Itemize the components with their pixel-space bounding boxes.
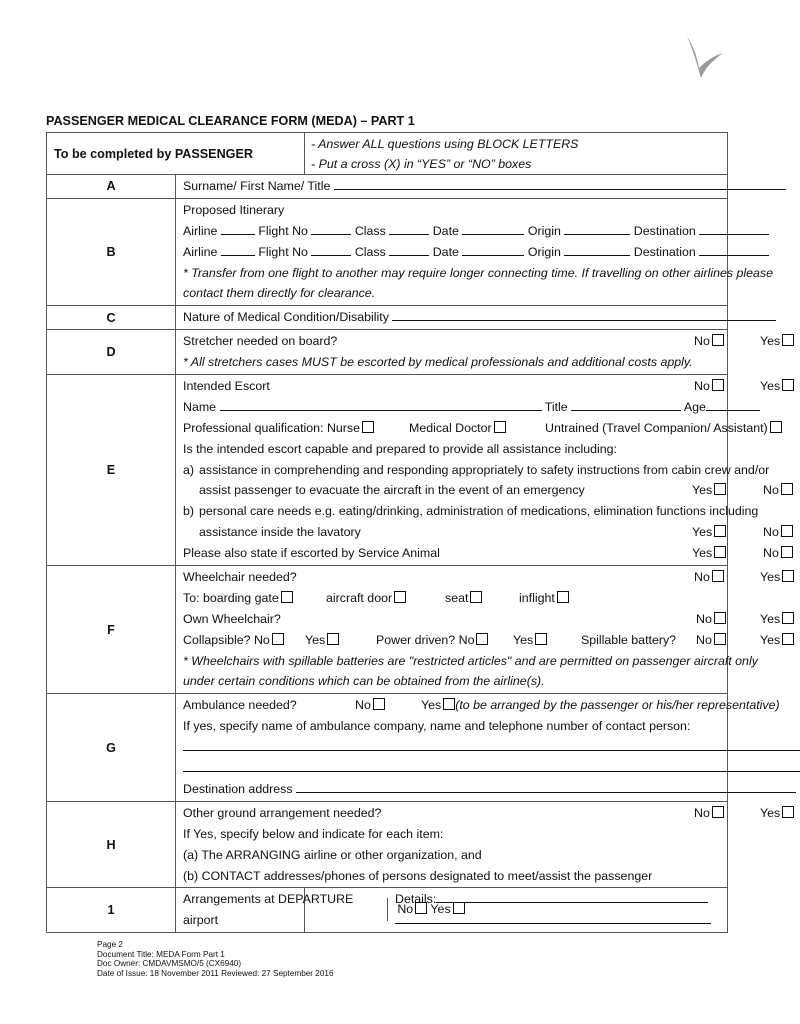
contact-addresses-item: (b) CONTACT addresses/phones of persons designated to meet/assist the passenger [183,868,653,883]
footer-page: Page 2 [97,940,123,949]
no-label: No [397,902,414,917]
other-ground-question: Other ground arrangement needed? [183,805,382,820]
collapsible-no-checkbox[interactable] [272,633,284,645]
date-label: Date [432,244,459,259]
item-b-marker: b) [183,504,195,519]
airline-field-2[interactable] [221,244,255,256]
stretcher-yes-checkbox[interactable] [782,334,794,346]
transfer-note-line2: contact them directly for clearance. [183,286,376,301]
stretcher-question: Stretcher needed on board? [183,334,338,349]
escort-title-field[interactable] [571,399,681,411]
flight-no-label: Flight No [258,244,308,259]
flight-no-label: Flight No [258,223,308,238]
power-driven-label: Power driven? No [376,632,475,647]
medical-doctor-label: Medical Doctor [409,420,492,435]
power-driven-no-checkbox[interactable] [476,633,488,645]
section-e-label: E [47,375,176,566]
escort-age-label: Age [683,399,706,414]
prof-qual-nurse-label: Professional qualification: Nurse [183,420,361,435]
class-field-2[interactable] [389,244,429,256]
service-animal-no-checkbox[interactable] [781,546,793,558]
form-title: PASSENGER MEDICAL CLEARANCE FORM (MEDA) – PART 1 [46,114,415,128]
spillable-label: Spillable battery? [581,632,677,647]
destination-address-label: Destination address [183,781,293,796]
nature-label: Nature of Medical Condition/Disability [183,310,389,325]
item-a-line1: assistance in comprehending and responding appropriately to safety instructions from cabin crew and/or [199,462,770,477]
ambulance-no-checkbox[interactable] [373,698,385,710]
own-wheelchair-yes-checkbox[interactable] [782,612,794,624]
date-label: Date [432,223,459,238]
item-a-line2: assist passenger to evacuate the aircraft in the event of an emergency [199,483,585,498]
section-c-label: C [47,306,176,330]
no-label: No [694,379,710,394]
origin-label: Origin [527,223,561,238]
departure-details-field-2[interactable] [395,912,711,924]
wheelchair-yes-checkbox[interactable] [782,570,794,582]
untrained-label: Untrained (Travel Companion/ Assistant) [545,420,768,435]
ambulance-details-field-2[interactable] [183,760,800,772]
spillable-no-checkbox[interactable] [714,633,726,645]
no-label: No [694,570,710,585]
destination-field-2[interactable] [699,244,769,256]
escort-capable-question: Is the intended escort capable and prepared to provide all assistance including: [183,441,617,456]
service-animal-question: Please also state if escorted by Service Animal [183,546,440,561]
destination-field-1[interactable] [699,223,769,235]
nurse-checkbox[interactable] [362,421,374,433]
escort-name-label: Name [183,399,217,414]
item-a-marker: a) [183,462,195,477]
escort-name-field[interactable] [220,399,542,411]
airport-label: airport [183,913,219,928]
page-footer [97,940,334,978]
date-field-1[interactable] [462,223,524,235]
no-label: No [763,546,779,561]
section-d-label: D [47,330,176,375]
escort-yes-checkbox[interactable] [782,379,794,391]
airline-field-1[interactable] [221,223,255,235]
no-label: No [694,334,710,349]
itinerary-row-1 [176,221,727,242]
yes-label: Yes [692,546,713,561]
no-label: No [694,805,710,820]
arranging-airline-item: (a) The ARRANGING airline or other organization, and [183,847,482,862]
yes-label: Yes [760,379,781,394]
destination-label: Destination [633,244,696,259]
instruction-block-letters: - Answer ALL questions using BLOCK LETTERS [311,137,579,151]
inflight-label: inflight [519,590,555,605]
seat-checkbox[interactable] [470,591,482,603]
footer-owner: Doc Owner: CMDAVMSMO/5 (CX6940) [97,959,242,969]
surname-field[interactable] [334,178,786,190]
ambulance-specify-label: If yes, specify name of ambulance company, name and telephone number of contact person: [183,719,691,734]
service-animal-yes-checkbox[interactable] [714,546,726,558]
stretcher-note: * All stretchers cases MUST be escorted by medical professionals and additional costs apply. [183,355,693,370]
if-yes-specify-label: If Yes, specify below and indicate for each item: [183,826,444,841]
class-label: Class [354,223,386,238]
escort-title-label: Title [544,399,568,414]
destination-label: Destination [633,223,696,238]
safety-no-checkbox[interactable] [781,483,793,495]
section-b-label: B [47,198,176,305]
personal-care-yes-checkbox[interactable] [714,525,726,537]
section-f-label: F [47,566,176,694]
personal-care-no-checkbox[interactable] [781,525,793,537]
completed-by-cell [47,133,305,175]
destination-address-field[interactable] [296,781,796,793]
flight-no-field-2[interactable] [311,244,351,256]
airline-label: Airline [183,244,218,259]
nature-field[interactable] [392,309,776,321]
inflight-checkbox[interactable] [557,591,569,603]
airline-logo-icon [683,34,725,80]
origin-field-1[interactable] [564,223,630,235]
other-ground-yes-checkbox[interactable] [782,806,794,818]
yes-label: Yes [760,611,781,626]
boarding-gate-checkbox[interactable] [281,591,293,603]
ambulance-yes-checkbox[interactable] [443,698,455,710]
spillable-yes-checkbox[interactable] [782,633,794,645]
ambulance-arranged-note: (to be arranged by the passenger or his/her representative) [455,698,780,713]
details-label: Details: [395,892,437,907]
departure-details-field-1[interactable] [436,891,708,903]
class-label: Class [354,244,386,259]
intended-escort-label: Intended Escort [183,379,270,394]
origin-field-2[interactable] [564,244,630,256]
wheelchair-note-line1: * Wheelchairs with spillable batteries are "restricted articles" and are permitted on passenger aircraft only [183,653,758,668]
flight-no-field-1[interactable] [311,223,351,235]
completed-by-label: To be completed by PASSENGER [54,147,253,161]
yes-label: Yes [760,805,781,820]
escort-age-field[interactable] [706,399,760,411]
yes-label: Yes [692,483,713,498]
transfer-note-line1: * Transfer from one flight to another may require longer connecting time. If travelling on other airlines please [183,265,774,280]
escort-no-checkbox[interactable] [712,379,724,391]
collapsible-label: Collapsible? No [183,632,270,647]
footer-issue: Date of Issue: 18 November 2011 Reviewed: 27 September 2016 [97,968,334,978]
aircraft-door-label: aircraft door [326,590,393,605]
own-wheelchair-no-checkbox[interactable] [714,612,726,624]
instructions-cell [305,133,728,175]
ambulance-details-field-1[interactable] [183,739,800,751]
no-label: No [763,525,779,540]
ambulance-question: Ambulance needed? [183,698,297,713]
stretcher-no-checkbox[interactable] [712,334,724,346]
wheelchair-needed-question: Wheelchair needed? [183,570,297,585]
footer-doc-title: Document Title: MEDA Form Part 1 [97,949,225,959]
section-a-label: A [47,175,176,199]
power-driven-yes-checkbox[interactable] [535,633,547,645]
item-b-line1: personal care needs e.g. eating/drinking, administration of medications, elimination functions including [199,504,759,519]
arrangements-departure-label: Arrangements at DEPARTURE [183,892,354,907]
other-ground-no-checkbox[interactable] [712,806,724,818]
proposed-itinerary-label: Proposed Itinerary [183,202,285,217]
yes-label: Yes [421,698,442,713]
no-label: No [696,632,712,647]
wheelchair-note-line2: under certain conditions which can be obtained from the airline(s). [183,674,545,689]
aircraft-door-checkbox[interactable] [394,591,406,603]
surname-label: Surname/ First Name/ Title [183,179,331,193]
yes-label: Yes [692,525,713,540]
origin-label: Origin [527,244,561,259]
yes-label: Yes [430,902,451,917]
seat-label: seat [445,590,469,605]
section-1-label: 1 [47,888,176,933]
yes-label: Yes [513,632,534,647]
airline-label: Airline [183,223,218,238]
untrained-checkbox[interactable] [770,421,782,433]
yes-label: Yes [760,570,781,585]
item-b-line2: assistance inside the lavatory [199,525,361,540]
yes-label: Yes [760,334,781,349]
section-g-label: G [47,694,176,801]
yes-label: Yes [305,632,326,647]
date-field-2[interactable] [462,244,524,256]
own-wheelchair-question: Own Wheelchair? [183,611,281,626]
no-label: No [355,698,371,713]
section-h-label: H [47,801,176,888]
yes-label: Yes [760,632,781,647]
class-field-1[interactable] [389,223,429,235]
collapsible-yes-checkbox[interactable] [327,633,339,645]
instruction-cross-boxes: - Put a cross (X) in “YES” or “NO” boxes [311,157,532,171]
safety-yes-checkbox[interactable] [714,483,726,495]
to-boarding-gate-label: To: boarding gate [183,590,279,605]
wheelchair-no-checkbox[interactable] [712,570,724,582]
medical-doctor-checkbox[interactable] [494,421,506,433]
itinerary-row-2 [176,242,727,263]
no-label: No [763,483,779,498]
no-label: No [696,611,712,626]
medical-clearance-form [46,132,781,933]
